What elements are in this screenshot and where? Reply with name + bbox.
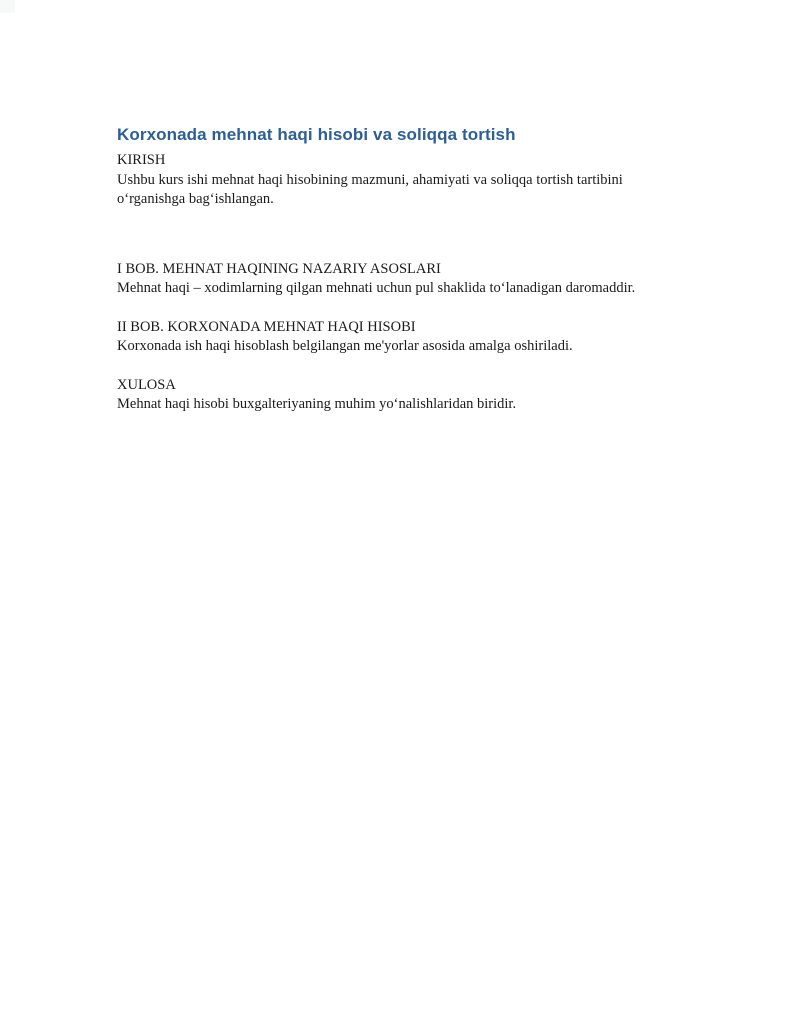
section-paragraph: Ushbu kurs ishi mehnat haqi hisobining mazmuni, ahamiyati va soliqqa tortish tartibini oʻrganishga bagʻishlangan. — [117, 171, 623, 207]
section-xulosa — [117, 376, 677, 415]
document-body — [117, 124, 677, 434]
section-paragraph: Mehnat haqi – xodimlarning qilgan mehnati uchun pul shaklida toʻlanadigan daromaddir. — [117, 280, 636, 296]
section-heading: I BOB. MEHNAT HAQINING NAZARIY ASOSLARI — [117, 260, 441, 277]
section-heading: XULOSA — [117, 376, 176, 393]
section-paragraph: Korxonada ish haqi hisoblash belgilangan me'yorlar asosida amalga oshiriladi. — [117, 338, 573, 354]
section-heading: KIRISH — [117, 152, 166, 168]
section-bob-2 — [117, 318, 677, 357]
section-kirish — [117, 151, 677, 210]
section-paragraph: Mehnat haqi hisobi buxgalteriyaning muhim yoʻnalishlaridan biridir. — [117, 396, 517, 412]
page-corner-artifact — [0, 0, 15, 13]
section-bob-1 — [117, 260, 677, 299]
section-heading: II BOB. KORXONADA MEHNAT HAQI HISOBI — [117, 318, 416, 335]
page-title: Korxonada mehnat haqi hisobi va soliqqa tortish — [117, 125, 516, 144]
